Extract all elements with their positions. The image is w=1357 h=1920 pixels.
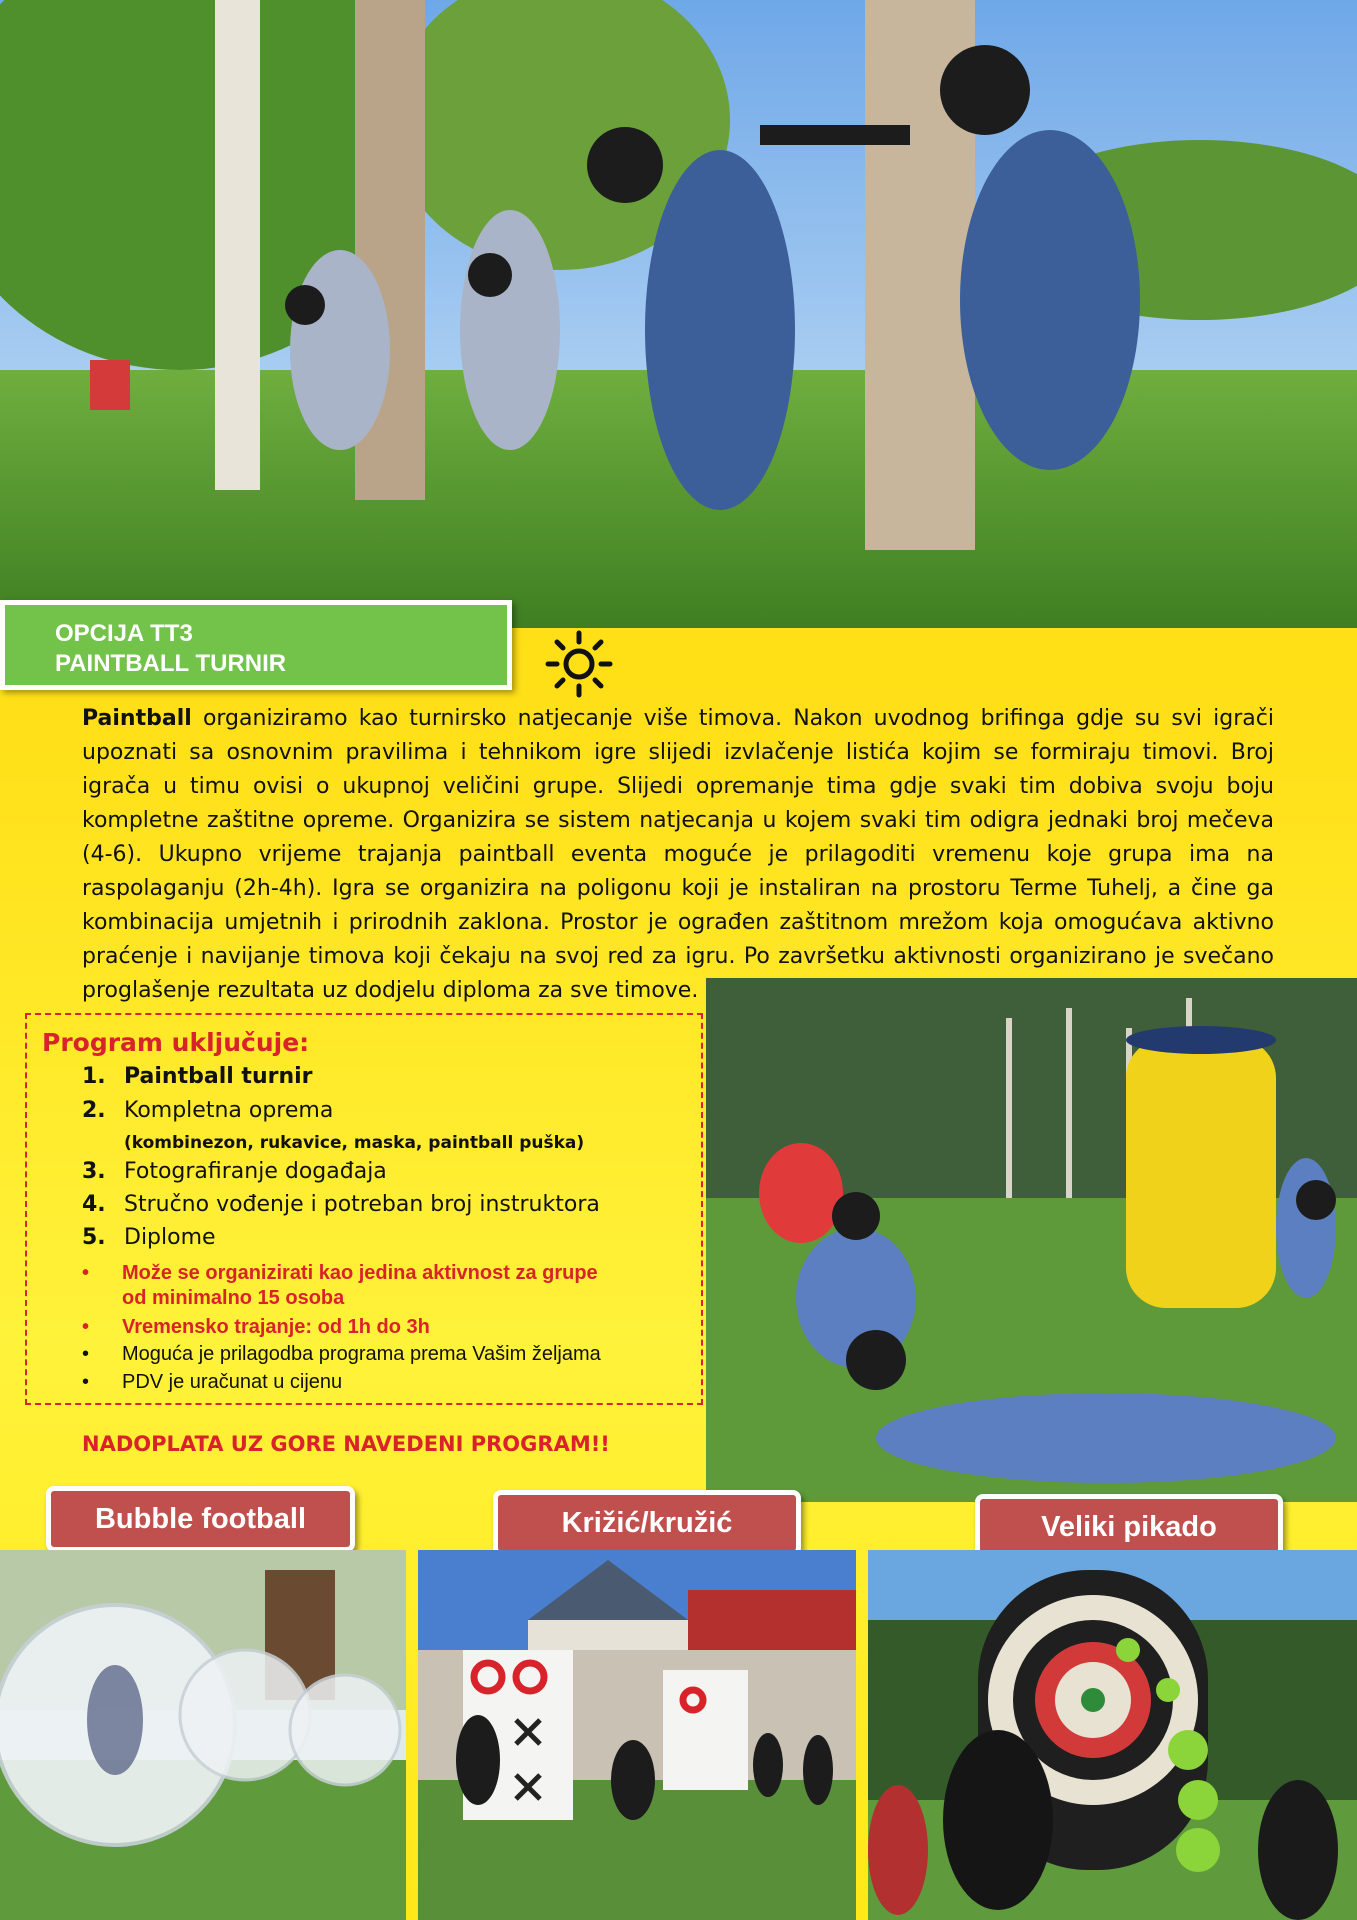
program-item [82,1225,216,1250]
bullet-text: Vremensko trajanje: od 1h do 3h [122,1316,430,1338]
option-code: OPCIJA TT3 [55,620,193,647]
program-bullet: • Može se organizirati kao jedina aktivnost za grupe [82,1262,598,1284]
program-item-label: Fotografiranje događaja [124,1159,387,1184]
bullet-text: Može se organizirati kao jedina aktivnost za grupe [122,1262,598,1284]
sun-icon [545,630,613,698]
program-item-note: (kombinezon, rukavice, maska, paintball puška) [124,1133,585,1153]
program-item [82,1098,333,1123]
program-item-label: Diplome [124,1225,216,1250]
program-item-number: 5. [82,1225,106,1250]
program-bullet-continuation: od minimalno 15 osoba [122,1287,345,1309]
bubble-football-photo [0,1550,406,1920]
hero-paintball-photo [0,0,1357,628]
program-bullet: • Moguća je prilagodba programa prema Vašim željama [82,1343,601,1365]
program-item [82,1192,600,1217]
description-body: organiziramo kao turnirsko natjecanje više timova. Nakon uvodnog brifinga gdje su svi igrači upoznati sa osnovnim pravilima i tehnikom igre slijedi izvlačenje listića kojim se formiraju timovi. Broj igrača u timu ovisi o ukupnoj veličini grupe. Slijedi opremanje tima gdje svaki tim dobiva svoju boju kompletne zaštitne opreme. Organizira se sistem natjecanja u kojem svaki tim odigra jednaki broj mečeva (4-6). Ukupno vrijeme trajanja paintball eventa moguće je prilagoditi vremenu koje grupa ima na raspolaganju (2h-4h). Igra se organizira na poligonu koji je instaliran na prostoru Terme Tuhelj, a čine ga kombinacija umjetnih i prirodnih zaklona. Prostor je ograđen zaštitnom mrežom koja omogućava aktivno praćenje i navijanje timova koji čekaju na svoj red za igru. Po završetku aktivnosti organizirano je svečano proglašenje rezultata uz dodjelu diploma za sve timove. [82,706,1274,1003]
program-item-label: Stručno vođenje i potreban broj instruktora [124,1192,600,1217]
description-text [82,702,1274,1008]
bullet-text: Moguća je prilagodba programa prema Vašim željama [122,1343,601,1365]
program-item-number: 3. [82,1159,106,1184]
program-bullet: • PDV je uračunat u cijenu [82,1371,343,1393]
giant-darts-label: Veliki pikado [975,1494,1283,1560]
option-title: PAINTBALL TURNIR [55,650,287,677]
bubble-football-label: Bubble football [46,1486,355,1552]
surcharge-notice: NADOPLATA UZ GORE NAVEDENI PROGRAM!! [82,1432,610,1456]
bullet-text: PDV je uračunat u cijenu [122,1371,343,1393]
program-item-number: 1. [82,1064,106,1089]
program-item-label: Kompletna oprema [124,1098,334,1123]
paintball-field-photo [706,978,1357,1502]
program-item-number: 4. [82,1192,106,1217]
option-banner [0,600,512,690]
description-lead: Paintball [82,706,192,731]
program-title: Program uključuje: [42,1028,310,1057]
program-item [82,1064,313,1089]
tic-tac-toe-photo [418,1550,856,1920]
program-item-number: 2. [82,1098,106,1123]
program-item [82,1159,387,1184]
tic-tac-toe-label: Križić/kružić [493,1490,801,1556]
giant-darts-photo [868,1550,1357,1920]
program-item-label: Paintball turnir [124,1064,313,1089]
program-bullet: • Vremensko trajanje: od 1h do 3h [82,1316,430,1338]
